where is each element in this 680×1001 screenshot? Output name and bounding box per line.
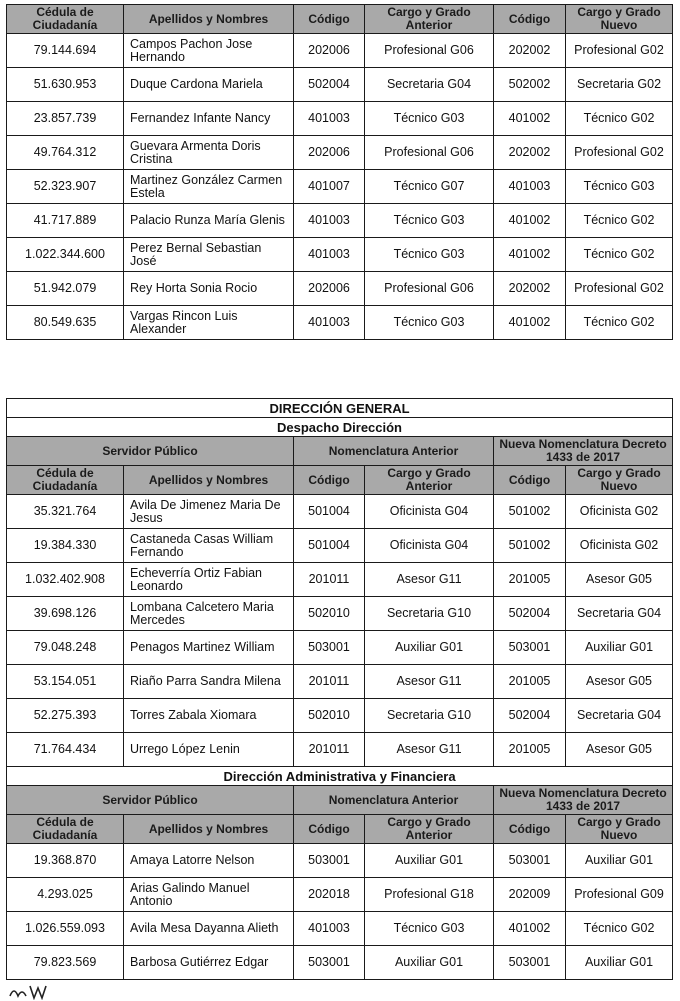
- name-cell: Lombana Calcetero Maria Mercedes: [124, 597, 294, 631]
- table-row: [7, 102, 673, 136]
- header-nombres: Apellidos y Nombres: [124, 815, 294, 844]
- cargo-anterior-cell: Oficinista G04: [365, 495, 494, 529]
- cargo-anterior-cell: Técnico G03: [365, 102, 494, 136]
- cargo-anterior-cell: Profesional G06: [365, 272, 494, 306]
- cargo-anterior-cell: Secretaria G04: [365, 68, 494, 102]
- table-row: [7, 306, 673, 340]
- name-cell: Arias Galindo Manuel Antonio: [124, 878, 294, 912]
- cargo-anterior-cell: Auxiliar G01: [365, 946, 494, 980]
- cedula-cell: 19.368.870: [7, 844, 124, 878]
- table-row: [7, 529, 673, 563]
- table-row: [7, 733, 673, 767]
- header-codigo-nuevo: Código: [494, 815, 566, 844]
- cargo-nuevo-cell: Asesor G05: [566, 665, 673, 699]
- header-cargo-anterior: Cargo y Grado Anterior: [365, 466, 494, 495]
- codigo-nuevo-cell: 202009: [494, 878, 566, 912]
- cargo-anterior-cell: Secretaria G10: [365, 597, 494, 631]
- codigo-cell: 202018: [294, 878, 365, 912]
- header-codigo: Código: [294, 5, 365, 34]
- cargo-nuevo-cell: Asesor G05: [566, 563, 673, 597]
- table-title: DIRECCIÓN GENERAL: [7, 399, 673, 418]
- codigo-nuevo-cell: 501002: [494, 529, 566, 563]
- cedula-cell: 23.857.739: [7, 102, 124, 136]
- column-header-row: [7, 5, 673, 34]
- header-cargo-anterior: Cargo y Grado Anterior: [365, 5, 494, 34]
- cargo-anterior-cell: Auxiliar G01: [365, 844, 494, 878]
- codigo-cell: 401003: [294, 306, 365, 340]
- name-cell: Fernandez Infante Nancy: [124, 102, 294, 136]
- codigo-nuevo-cell: 401002: [494, 912, 566, 946]
- header-nomenclatura-anterior: Nomenclatura Anterior: [294, 437, 494, 466]
- cargo-anterior-cell: Técnico G03: [365, 238, 494, 272]
- table-row: [7, 136, 673, 170]
- name-cell: Amaya Latorre Nelson: [124, 844, 294, 878]
- group-header-row: [7, 786, 673, 815]
- codigo-cell: 502004: [294, 68, 365, 102]
- name-cell: Torres Zabala Xiomara: [124, 699, 294, 733]
- header-codigo: Código: [294, 466, 365, 495]
- codigo-cell: 202006: [294, 34, 365, 68]
- header-cargo-nuevo: Cargo y Grado Nuevo: [566, 5, 673, 34]
- name-cell: Penagos Martinez William: [124, 631, 294, 665]
- name-cell: Martinez González Carmen Estela: [124, 170, 294, 204]
- cedula-cell: 53.154.051: [7, 665, 124, 699]
- section-title-despacho: Despacho Dirección: [7, 418, 673, 437]
- name-cell: Echeverría Ortiz Fabian Leonardo: [124, 563, 294, 597]
- cargo-anterior-cell: Técnico G03: [365, 204, 494, 238]
- cargo-anterior-cell: Profesional G06: [365, 136, 494, 170]
- column-header-row: [7, 815, 673, 844]
- header-nombres: Apellidos y Nombres: [124, 5, 294, 34]
- cedula-cell: 4.293.025: [7, 878, 124, 912]
- codigo-nuevo-cell: 503001: [494, 631, 566, 665]
- header-cargo-anterior: Cargo y Grado Anterior: [365, 815, 494, 844]
- table-body: [7, 34, 673, 340]
- cedula-cell: 71.764.434: [7, 733, 124, 767]
- table-row: [7, 34, 673, 68]
- administrativa-body: [7, 844, 673, 980]
- cedula-cell: 19.384.330: [7, 529, 124, 563]
- header-nomenclatura-anterior: Nomenclatura Anterior: [294, 786, 494, 815]
- table-row: [7, 170, 673, 204]
- table-row: [7, 878, 673, 912]
- name-cell: Guevara Armenta Doris Cristina: [124, 136, 294, 170]
- header-cedula: Cédula de Ciudadanía: [7, 5, 124, 34]
- cargo-nuevo-cell: Oficinista G02: [566, 529, 673, 563]
- cedula-cell: 39.698.126: [7, 597, 124, 631]
- cedula-cell: 52.275.393: [7, 699, 124, 733]
- codigo-nuevo-cell: 201005: [494, 733, 566, 767]
- codigo-nuevo-cell: 401002: [494, 306, 566, 340]
- header-codigo: Código: [294, 815, 365, 844]
- cargo-anterior-cell: Técnico G03: [365, 912, 494, 946]
- table-row: [7, 844, 673, 878]
- codigo-nuevo-cell: 502004: [494, 597, 566, 631]
- cargo-nuevo-cell: Profesional G09: [566, 878, 673, 912]
- name-cell: Avila Mesa Dayanna Alieth: [124, 912, 294, 946]
- codigo-cell: 401003: [294, 102, 365, 136]
- column-header-row: [7, 466, 673, 495]
- cargo-nuevo-cell: Técnico G02: [566, 102, 673, 136]
- cedula-cell: 79.144.694: [7, 34, 124, 68]
- cedula-cell: 49.764.312: [7, 136, 124, 170]
- name-cell: Urrego López Lenin: [124, 733, 294, 767]
- header-nueva-nomenclatura: Nueva Nomenclatura Decreto 1433 de 2017: [494, 786, 673, 815]
- codigo-cell: 501004: [294, 529, 365, 563]
- codigo-cell: 401003: [294, 238, 365, 272]
- name-cell: Perez Bernal Sebastian José: [124, 238, 294, 272]
- cargo-nuevo-cell: Técnico G03: [566, 170, 673, 204]
- cargo-nuevo-cell: Auxiliar G01: [566, 844, 673, 878]
- codigo-cell: 202006: [294, 136, 365, 170]
- despacho-body: [7, 495, 673, 767]
- header-nombres: Apellidos y Nombres: [124, 466, 294, 495]
- name-cell: Riaño Parra Sandra Milena: [124, 665, 294, 699]
- cargo-anterior-cell: Oficinista G04: [365, 529, 494, 563]
- codigo-nuevo-cell: 201005: [494, 563, 566, 597]
- table-row: [7, 238, 673, 272]
- codigo-nuevo-cell: 401002: [494, 102, 566, 136]
- handwritten-initials-icon: [8, 982, 68, 1000]
- codigo-nuevo-cell: 202002: [494, 34, 566, 68]
- codigo-cell: 202006: [294, 272, 365, 306]
- cargo-anterior-cell: Auxiliar G01: [365, 631, 494, 665]
- codigo-cell: 503001: [294, 946, 365, 980]
- section-title-administrativa: Dirección Administrativa y Financiera: [7, 767, 673, 786]
- table-row: [7, 597, 673, 631]
- codigo-cell: 502010: [294, 699, 365, 733]
- codigo-cell: 201011: [294, 733, 365, 767]
- group-header-row: [7, 437, 673, 466]
- cargo-nuevo-cell: Secretaria G04: [566, 699, 673, 733]
- codigo-cell: 401007: [294, 170, 365, 204]
- header-cedula: Cédula de Ciudadanía: [7, 466, 124, 495]
- cargo-nuevo-cell: Profesional G02: [566, 136, 673, 170]
- cargo-nuevo-cell: Secretaria G02: [566, 68, 673, 102]
- cedula-cell: 79.048.248: [7, 631, 124, 665]
- codigo-cell: 201011: [294, 665, 365, 699]
- cargo-anterior-cell: Profesional G06: [365, 34, 494, 68]
- name-cell: Duque Cardona Mariela: [124, 68, 294, 102]
- cedula-cell: 52.323.907: [7, 170, 124, 204]
- name-cell: Castaneda Casas William Fernando: [124, 529, 294, 563]
- table-row: [7, 946, 673, 980]
- cargo-anterior-cell: Técnico G07: [365, 170, 494, 204]
- cedula-cell: 1.022.344.600: [7, 238, 124, 272]
- codigo-cell: 401003: [294, 204, 365, 238]
- cargo-nuevo-cell: Auxiliar G01: [566, 631, 673, 665]
- cargo-anterior-cell: Profesional G18: [365, 878, 494, 912]
- cargo-anterior-cell: Asesor G11: [365, 563, 494, 597]
- table-row: [7, 495, 673, 529]
- codigo-cell: 201011: [294, 563, 365, 597]
- table-row: [7, 204, 673, 238]
- cedula-cell: 51.942.079: [7, 272, 124, 306]
- codigo-nuevo-cell: 201005: [494, 665, 566, 699]
- codigo-nuevo-cell: 401003: [494, 170, 566, 204]
- header-cargo-nuevo: Cargo y Grado Nuevo: [566, 815, 673, 844]
- codigo-cell: 503001: [294, 844, 365, 878]
- header-servidor-publico: Servidor Público: [7, 786, 294, 815]
- codigo-nuevo-cell: 202002: [494, 272, 566, 306]
- cedula-cell: 1.026.559.093: [7, 912, 124, 946]
- codigo-cell: 503001: [294, 631, 365, 665]
- cargo-anterior-cell: Secretaria G10: [365, 699, 494, 733]
- codigo-nuevo-cell: 202002: [494, 136, 566, 170]
- codigo-nuevo-cell: 501002: [494, 495, 566, 529]
- name-cell: Vargas Rincon Luis Alexander: [124, 306, 294, 340]
- table-row: [7, 563, 673, 597]
- cargo-nuevo-cell: Auxiliar G01: [566, 946, 673, 980]
- table-row: [7, 68, 673, 102]
- cargo-nuevo-cell: Técnico G02: [566, 306, 673, 340]
- cargo-nuevo-cell: Técnico G02: [566, 204, 673, 238]
- name-cell: Palacio Runza María Glenis: [124, 204, 294, 238]
- table-row: [7, 631, 673, 665]
- cedula-cell: 79.823.569: [7, 946, 124, 980]
- table-row: [7, 665, 673, 699]
- cargo-nuevo-cell: Técnico G02: [566, 912, 673, 946]
- cargo-nuevo-cell: Profesional G02: [566, 272, 673, 306]
- codigo-nuevo-cell: 401002: [494, 238, 566, 272]
- codigo-cell: 502010: [294, 597, 365, 631]
- cedula-cell: 51.630.953: [7, 68, 124, 102]
- codigo-nuevo-cell: 401002: [494, 204, 566, 238]
- cargo-anterior-cell: Técnico G03: [365, 306, 494, 340]
- header-codigo-nuevo: Código: [494, 466, 566, 495]
- cargo-nuevo-cell: Secretaria G04: [566, 597, 673, 631]
- codigo-cell: 501004: [294, 495, 365, 529]
- name-cell: Avila De Jimenez Maria De Jesus: [124, 495, 294, 529]
- codigo-nuevo-cell: 503001: [494, 946, 566, 980]
- cargo-anterior-cell: Asesor G11: [365, 665, 494, 699]
- cedula-cell: 80.549.635: [7, 306, 124, 340]
- cedula-cell: 41.717.889: [7, 204, 124, 238]
- cargo-nuevo-cell: Profesional G02: [566, 34, 673, 68]
- name-cell: Campos Pachon Jose Hernando: [124, 34, 294, 68]
- cargo-anterior-cell: Asesor G11: [365, 733, 494, 767]
- table-row: [7, 272, 673, 306]
- codigo-nuevo-cell: 502002: [494, 68, 566, 102]
- codigo-nuevo-cell: 503001: [494, 844, 566, 878]
- header-cargo-nuevo: Cargo y Grado Nuevo: [566, 466, 673, 495]
- cedula-cell: 35.321.764: [7, 495, 124, 529]
- header-nueva-nomenclatura: Nueva Nomenclatura Decreto 1433 de 2017: [494, 437, 673, 466]
- codigo-nuevo-cell: 502004: [494, 699, 566, 733]
- table-row: [7, 912, 673, 946]
- codigo-cell: 401003: [294, 912, 365, 946]
- cargo-nuevo-cell: Técnico G02: [566, 238, 673, 272]
- header-servidor-publico: Servidor Público: [7, 437, 294, 466]
- direccion-general-table: [6, 398, 673, 980]
- cargo-nuevo-cell: Oficinista G02: [566, 495, 673, 529]
- name-cell: Rey Horta Sonia Rocio: [124, 272, 294, 306]
- header-codigo-nuevo: Código: [494, 5, 566, 34]
- name-cell: Barbosa Gutiérrez Edgar: [124, 946, 294, 980]
- cedula-cell: 1.032.402.908: [7, 563, 124, 597]
- table-row: [7, 699, 673, 733]
- cargo-nuevo-cell: Asesor G05: [566, 733, 673, 767]
- personnel-table-continuation: [6, 4, 673, 340]
- header-cedula: Cédula de Ciudadanía: [7, 815, 124, 844]
